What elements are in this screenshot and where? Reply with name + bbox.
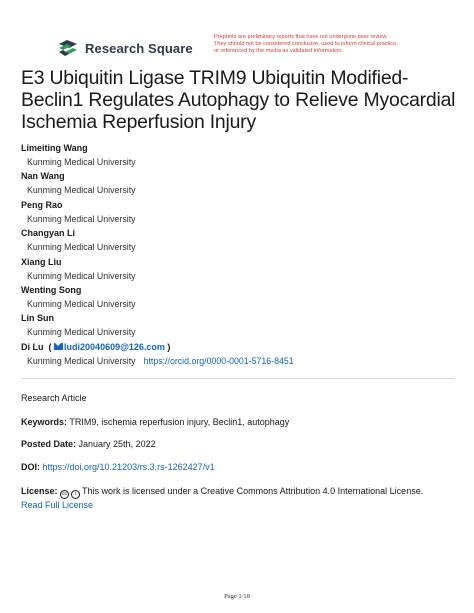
section-divider [21, 378, 454, 379]
author-entry [21, 227, 461, 255]
author-name[interactable]: Lin Sun [21, 313, 54, 324]
author-name[interactable]: Changyan Li [21, 228, 76, 239]
disclaimer-line: They should not be considered conclusive, used to inform clinical practice, [214, 41, 398, 48]
orcid-link[interactable]: https://orcid.org/0000-0001-5716-8451 [143, 355, 294, 366]
doi-link[interactable]: https://doi.org/10.21203/rs.3.rs-1262427/v1 [42, 462, 215, 472]
brand-name: Research Square [85, 40, 193, 56]
preprint-disclaimer [214, 34, 439, 56]
email-link[interactable]: ludi20040609@126.com [64, 341, 165, 352]
author-entry [21, 312, 461, 340]
affiliation-row [21, 355, 461, 369]
author-entry [21, 199, 461, 227]
email-icon [54, 343, 63, 350]
author-affiliation: Kunming Medical University [27, 270, 136, 281]
doi-row [21, 461, 215, 473]
author-affiliation: Kunming Medical University [27, 242, 136, 253]
article-type: Research Article [21, 393, 87, 403]
author-affiliation: Kunming Medical University [27, 185, 136, 196]
author-affiliation: Kunming Medical University [27, 355, 136, 366]
posted-date-row [21, 438, 156, 450]
posted-date-value: January 25th, 2022 [78, 439, 156, 449]
paper-title [21, 67, 461, 133]
author-name[interactable]: Di Lu [21, 341, 44, 352]
open-paren: ( [48, 341, 52, 352]
page-number: Page 1/18 [224, 593, 250, 600]
author-affiliation: Kunming Medical University [27, 213, 136, 224]
license-row [21, 485, 423, 511]
email-wrapper [46, 342, 170, 352]
doi-label: DOI: [21, 462, 40, 472]
read-full-license-link[interactable]: Read Full License [21, 500, 94, 510]
creative-commons-icon: cc [62, 491, 68, 497]
author-name[interactable]: Wenting Song [21, 284, 82, 295]
corresponding-author-entry [21, 341, 461, 369]
research-square-logo[interactable] [57, 38, 193, 58]
keywords-row [21, 416, 289, 428]
research-square-logo-icon [57, 38, 79, 58]
title-line: Ischemia Reperfusion Injury [21, 111, 256, 133]
author-affiliation: Kunming Medical University [27, 327, 136, 338]
author-affiliation: Kunming Medical University [27, 157, 136, 167]
title-line: E3 Ubiquitin Ligase TRIM9 Ubiquitin Modified- [21, 67, 409, 89]
license-text: This work is licensed under a Creative Commons Attribution 4.0 International License. [82, 486, 424, 496]
attribution-icon: i [71, 490, 80, 499]
disclaimer-line: Preprints are preliminary reports that have not undergone peer review. [214, 34, 388, 40]
author-entry [21, 256, 461, 284]
close-paren: ) [167, 341, 171, 352]
author-entry [21, 170, 461, 198]
header [57, 34, 457, 64]
author-affiliation: Kunming Medical University [27, 298, 136, 309]
author-name[interactable]: Peng Rao [21, 199, 63, 210]
keywords-label: Keywords: [21, 417, 68, 427]
author-entry [21, 142, 461, 170]
license-line [21, 485, 423, 499]
title-line: Beclin1 Regulates Autophagy to Relieve Myocardial [21, 89, 456, 111]
author-name[interactable]: Nan Wang [21, 171, 65, 182]
author-name[interactable]: Limeiting Wang [21, 143, 88, 153]
corresponding-author [21, 341, 461, 355]
license-label: License: [21, 486, 58, 496]
keywords-value: TRIM9, ischemia reperfusion injury, Beclin1, autophagy [69, 417, 290, 427]
author-list [21, 142, 461, 369]
disclaimer-line: or referenced by the media as validated information. [214, 48, 344, 55]
author-name[interactable]: Xiang Liu [21, 256, 62, 267]
posted-date-label: Posted Date: [21, 439, 77, 449]
author-entry [21, 284, 461, 312]
